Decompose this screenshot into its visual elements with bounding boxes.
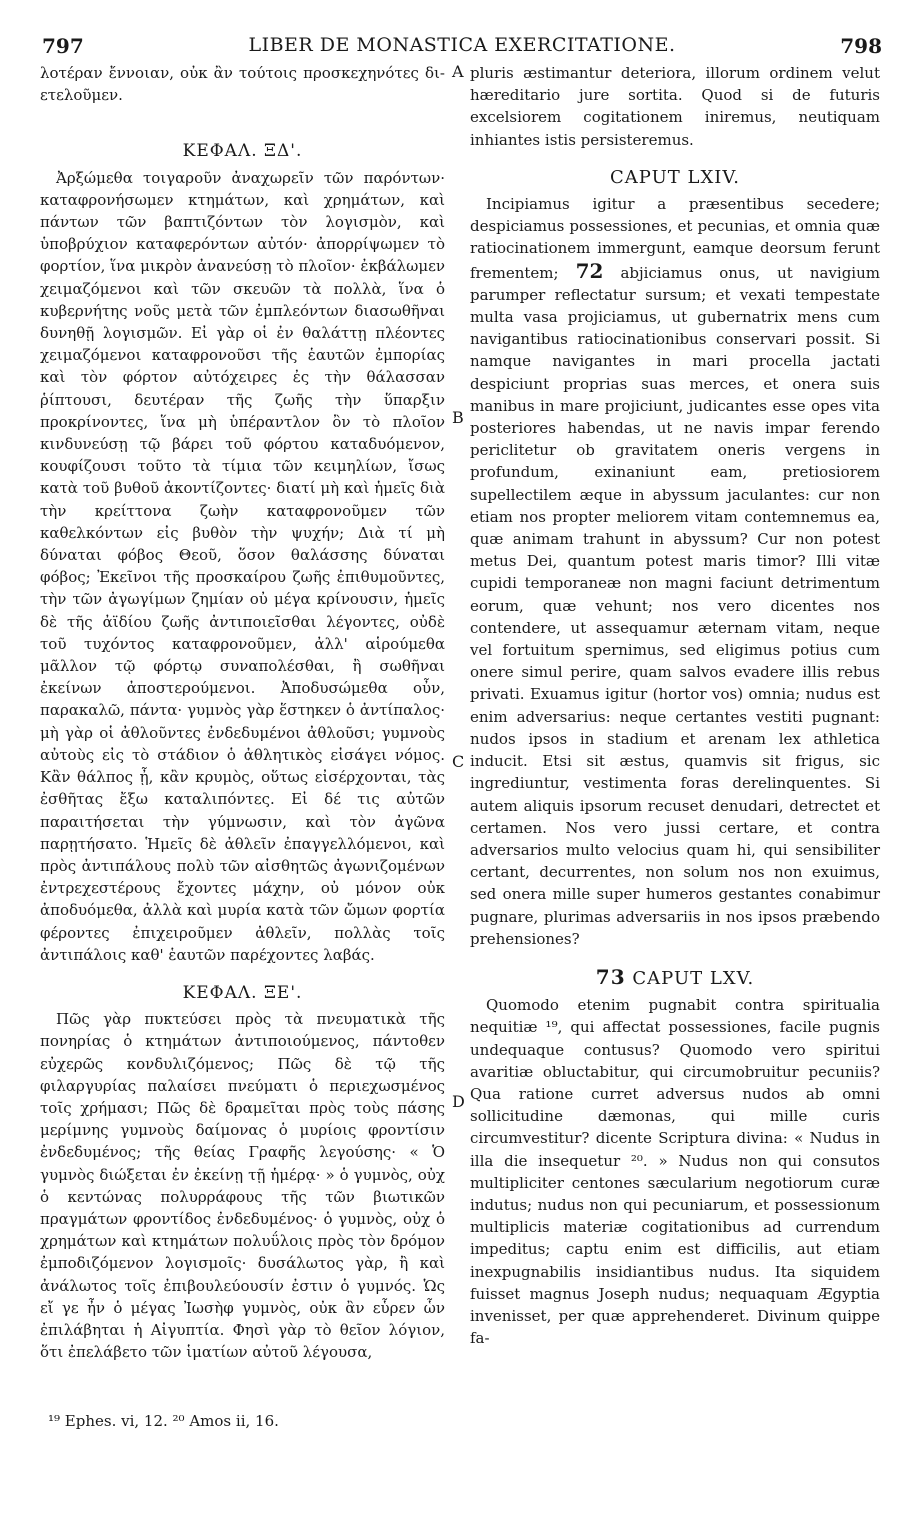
greek-intro: λοτέραν ἔννοιαν, οὐκ ἂν τούτοις προσκεχηνότες δι- ετελοῦμεν. — [40, 64, 445, 105]
footnotes: ¹⁹ Ephes. vi, 12. ²⁰ Amos ii, 16. — [48, 1412, 279, 1430]
page-number-left: 797 — [42, 34, 84, 58]
greek-chapter-heading-64: ΚΕΦΑΛ. ΞΔ'. — [182, 141, 303, 162]
latin-paragraph-64-start: Incipiamus igitur a præsentibus secedere; despiciamus possessiones, et pecunias, et omnia quæ ratiocinationem immergunt, eamque deorsum ferunt frementem; — [470, 195, 880, 282]
running-title: LIBER DE MONASTICA EXERCITATIONE. — [248, 34, 676, 56]
latin-column — [470, 62, 880, 1349]
latin-paragraph-64 — [470, 193, 880, 950]
margin-letter-c: C — [452, 752, 465, 771]
greek-paragraph-64: Ἀρξώμεθα τοιγαροῦν ἀναχωρεῖν τῶν παρόντων· καταφρονήσωμεν κτημάτων, καὶ χρημάτων, καὶ πάντων τῶν βαπτιζόντων τὸν λογισμὸν, καὶ ὑποβρύχιον καταφερόντων αὐτόν· ἀπορρίψωμεν τὸ φορτίον, ἵνα μικρὸν ἀνανεύσῃ τὸ πλοῖον· ἐκβάλωμεν χειμαζόμενοι καὶ τῶν σκευῶν τὰ πολλὰ, ἵνα ὁ κυβερνήτης νοῦς μετὰ τῶν ἐμπλεόντων διασωθῆναι δυνηθῇ λογισμῶν. Εἰ γὰρ οἱ ἐν θαλάττῃ πλέοντες χειμαζόμενοι καταφρονοῦσι τῆς ἑαυτῶν ἐμπορίας καὶ τὸν φόρτον αὐτόχειρες ἐς τὴν θάλασσαν ῥίπτουσι, δευτέραν τῆς ζωῆς τὴν ὕπαρξιν προκρίνοντες, ἵνα μὴ ὑπέραντλον ὂν τὸ πλοῖον κινδυνεύσῃ τῷ βάρει τοῦ φόρτου καταδυόμενον, κουφίζουσι τοῦτο τὰ τίμια τῶν κειμηλίων, ἴσως κατὰ τοῦ βυθοῦ ἀκοντίζοντες· διατί μὴ καὶ ἡμεῖς διὰ τὴν κρείττονα ζωὴν καταφρονοῦμεν τῶν καθελκόντων εἰς βυθὸν τὴν ψυχήν; Διὰ τί μὴ δύναται φόβος Θεοῦ, ὅσον θαλάσσης δύναται φόβος; Ἐκεῖνοι τῆς προσκαίρου ζωῆς ἐπιθυμοῦντες, τὴν τῶν ἀγωγίμων ζημίαν οὐ μέγα κρίνουσιν, ἡμεῖς δὲ τῆς ἀϊδίου ζωῆς ἀντιποιεῖσθαι λέγοντες, οὐδὲ τοῦ τυχόντος καταφρονοῦμεν, ἀλλ' αἱρούμεθα μᾶλλον τῷ φόρτῳ συναπολέσθαι, ἢ σωθῆναι ἐκείνων ἀποστερούμενοι. Ἀποδυσώμεθα οὖν, παρακαλῶ, πάντα· γυμνὸς γὰρ ἕστηκεν ὁ ἀντίπαλος· μὴ γὰρ οἱ ἀθλοῦντες ἐνδεδυμένοι ἀθλοῦσι; γυμνοὺς αὐτοὺς εἰς τὸ στάδιον ὁ ἀθλητικὸς εἰσάγει νόμος. Κἂν θάλπος ᾖ, κἂν κρυμὸς, οὕτως εἰσέρχονται, τὰς ἐσθῆτας ἔξω καταλιπόντες. Εἰ δέ τις αὐτῶν παραιτήσεται τὴν γύμνωσιν, καὶ τὸν ἀγῶνα παρῃτήσατο. Ἡμεῖς δὲ ἀθλεῖν ἐπαγγελλόμενοι, καὶ πρὸς ἀντιπάλους πολὺ τῶν αἰσθητῶς ἀγωνιζομένων ἐντρεχεστέρους ἔχοντες μάχην, οὐ μόνον οὐκ ἀποδυόμεθα, ἀλλὰ καὶ μυρία κατὰ τῶν ὤμων φορτία φέροντες ἐπιχειροῦμεν ἀθλεῖν, πολλὰς τοῖς ἀντιπάλοις καθ' ἑαυτῶν παρέχοντες λαβάς. — [40, 168, 445, 964]
greek-column — [40, 62, 445, 1363]
latin-chapter-heading-65-line — [470, 966, 880, 990]
column-number-72: 72 — [575, 258, 604, 283]
margin-letter-a: A — [452, 62, 464, 81]
latin-chapter-heading-65: CAPUT LXV. — [632, 967, 755, 989]
margin-letter-b: B — [452, 408, 464, 427]
greek-chapter-heading-65: ΚΕΦΑΛ. ΞΕ'. — [182, 982, 303, 1003]
page-number-right: 798 — [840, 34, 882, 58]
margin-letter-d: D — [452, 1092, 465, 1111]
greek-paragraph-65: Πῶς γὰρ πυκτεύσει πρὸς τὰ πνευματικὰ τῆς πονηρίας ὁ κτημάτων ἀντιποιούμενος, πάντοθεν εὐχερῶς κονδυλιζόμενος; Πῶς δὲ τῷ τῆς φιλαργυρίας παλαίσει πνεύματι ὁ περιεχωσμένος τοῖς χρήμασι; Πῶς δὲ δραμεῖται πρὸς τοὺς πάσης μερίμνης γυμνοὺς δαίμονας ὁ μυρίοις φροντίσιν ἐνδεδυμένος; τῆς θείας Γραφῆς λεγούσης· « Ὁ γυμνὸς διώξεται ἐν ἐκείνῃ τῇ ἡμέρᾳ· » ὁ γυμνὸς, οὐχ ὁ κεντώνας πολυρράφους τῆς τῶν βιωτικῶν πραγμάτων φροντίδος ἐνδεδυμένος· ὁ γυμνὸς, οὐχ ὁ χρημάτων καὶ κτημάτων πολυΰλοις πρὸς τὸν δρόμον ἐμποδιζόμενον λογισμοῖς· δυσάλωτος γὰρ, ἢ καὶ ἀνάλωτος τοῖς ἐπιβουλεύουσίν ἐστιν ὁ γυμνός. Ὡς εἴ γε ἦν ὁ μέγας Ἰωσὴφ γυμνὸς, οὐκ ἂν εὗρεν ὧν ἐπιλάβηται ἡ Αἰγυπτία. Φησὶ γὰρ τὸ θεῖον λόγιον, ὅτι ἐπελάβετο τῶν ἱματίων αὐτοῦ λέγουσα, — [40, 1010, 445, 1362]
column-number-73: 73 — [595, 964, 626, 989]
latin-chapter-heading-64: CAPUT LXIV. — [610, 166, 740, 188]
page-header — [42, 34, 882, 60]
latin-paragraph-64-rest: abjiciamus onus, ut navigium parumper reflectatur sursum; et vexati tempestate multa vasa projiciamus, ut gubernatrix mens cum navigantibus ratiocinationibus conservari possit. Si namque navigantes in mari procella jactati despiciunt proprias suas merces, et onera suis manibus in mare projiciunt, judicantes esse opes vita posteriores habendas, ut ne navis impar ferendo periclitetur ob gravitatem oneris vergens in profundum, exinaniunt eam, pretiosiorem supellectilem æque in abyssum jaculantes: cur non etiam nos propter meliorem vitam contemnemus ea, quæ animam trahunt in abyssum? Cur non potest metus Dei, quantum potest maris timor? Illi vitæ cupidi temporaneæ non magni faciunt detrimentum eorum, quæ vehunt; nos vero dicentes nos contendere, ut assequamur æternam vitam, neque vel fortuitum spernimus, sed eligimus potius cum onere simul perire, quam salvos evadere illis rebus privati. Exuamus igitur (hortor vos) omnia; nudus est enim adversarius: neque certantes vestiti pugnant: nudos ipsos in stadium et arenam lex athletica inducit. Etsi sit æstus, quamvis sit frigus, sic ingrediuntur, vestimenta foras derelinquentes. Si autem aliquis ipsorum recuset denudari, detrectet et certamen. Nos vero jussi certare, et contra adversarios multo velocius quam hi, qui sensibiliter certant, decurrentes, non solum nos non exuimus, sed onera mille super humeros gestantes conabimur pugnare, plurimas adversariis in nos ipsos præbendo prehensiones? — [470, 263, 880, 948]
latin-paragraph-65: Quomodo etenim pugnabit contra spiritualia nequitiæ ¹⁹, qui affectat possessiones, facile pugnis undequaque contusus? Quomodo vero spiritui avaritiæ obluctabitur, qui circumobruitur pecuniis? Qua ratione curret adversus nudos ab omni sollicitudine dæmonas, qui mille curis circumvestitur? dicente Scriptura divina: « Nudus in illa die insequetur ²⁰. » Nudus non qui consutos multipliciter centones sæcularium negotiorum curæ indutus; nudus non qui pecuniarum, et possessionum multiplicis materiæ cogitationibus ad currendum impeditus; captu enim est difficilis, aut etiam inexpugnabilis insidiantibus nudus. Ita siquidem fuisset magnus Joseph nudus; nequaquam Ægyptia invenisset, per quæ apprehenderet. Divinum quippe fa- — [470, 996, 880, 1348]
latin-intro: pluris æstimantur deteriora, illorum ordinem velut hæreditario jure sortita. Quod si de futuris excelsiorem cogitationem iniremus, neutiquam inhiantes istis persisteremus. — [470, 64, 880, 149]
